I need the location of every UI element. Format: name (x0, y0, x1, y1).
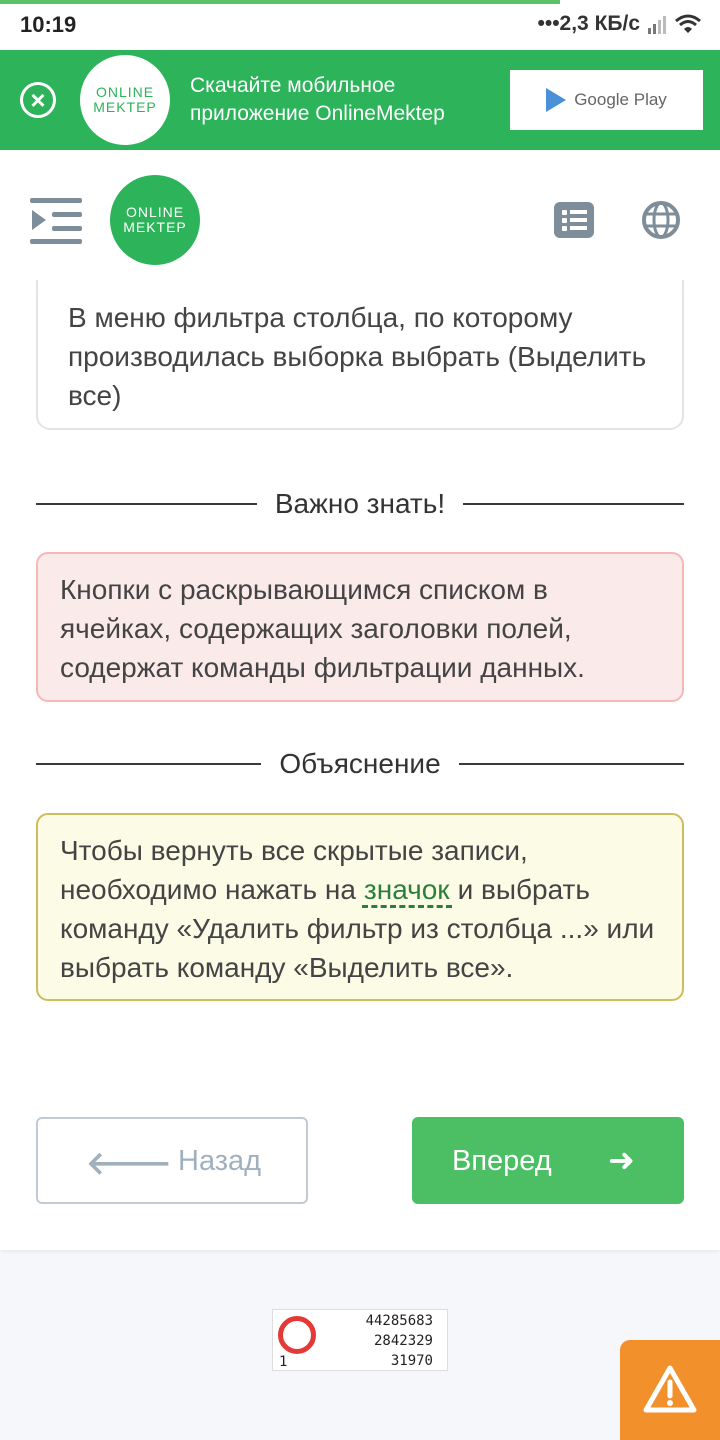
logo-text-line1: ONLINE (95, 84, 155, 100)
counter-label: 1 (279, 1354, 288, 1370)
arrow-left-icon: 🡐 (86, 1145, 172, 1181)
logo-text-line1: ONLINE (125, 204, 185, 220)
list-icon[interactable] (554, 202, 594, 238)
important-heading: Важно знать! (274, 488, 446, 519)
signal-icon (648, 14, 666, 34)
back-button-label: Назад (178, 1145, 262, 1177)
report-button[interactable] (620, 1340, 720, 1440)
network-speed: •••2,3 КБ/с (537, 12, 640, 35)
google-play-button[interactable] (510, 70, 703, 130)
answer-option[interactable]: В меню фильтра столбца, по которому производилась выборка выбрать (Выделить все) (36, 280, 684, 430)
arrow-right-icon: ➜ (608, 1142, 635, 1178)
banner-logo (80, 55, 170, 145)
globe-icon[interactable] (641, 200, 681, 240)
important-note: Кнопки с раскрывающимся списком в ячейках, содержащих заголовки полей, содержат команды фильтрации данных. (36, 552, 684, 702)
visit-counter[interactable] (272, 1309, 448, 1371)
back-button[interactable] (36, 1117, 308, 1204)
next-button[interactable] (412, 1117, 684, 1204)
warning-icon (620, 1340, 720, 1440)
app-download-banner (0, 50, 720, 150)
logo-text-line2: MEKTEP (123, 219, 187, 235)
google-play-icon (546, 88, 566, 112)
banner-text: Скачайте мобильное приложение OnlineMektep (190, 74, 445, 125)
site-logo[interactable] (110, 175, 200, 265)
counter-ring-icon (278, 1316, 316, 1354)
next-button-label: Вперед (452, 1145, 552, 1177)
google-play-label: Google Play (574, 90, 667, 109)
status-time: 10:19 (20, 12, 77, 37)
status-indicators (537, 12, 702, 36)
counter-value: 31970 (390, 1353, 433, 1369)
logo-text-line2: MEKTEP (93, 99, 157, 115)
wifi-icon (674, 13, 702, 35)
explanation-text-after: и выбрать команду «Удалить фильтр из столбца ...» или выбрать команду «Выделить все». (60, 874, 655, 983)
top-header (0, 150, 720, 290)
status-bar (0, 0, 720, 50)
hint-word-link[interactable]: значок (362, 874, 452, 908)
lesson-content (0, 290, 720, 1250)
menu-indent-icon[interactable] (30, 196, 82, 244)
page-load-progress (0, 0, 560, 4)
explanation-heading: Объяснение (279, 748, 441, 779)
close-icon[interactable]: × (20, 82, 56, 118)
important-divider (36, 484, 684, 524)
counter-value: 44285683 (365, 1313, 433, 1329)
counter-value: 2842329 (373, 1333, 433, 1349)
explanation-note (36, 813, 684, 1001)
explanation-text-before: Чтобы вернуть все скрытые записи, необходимо нажать на (60, 835, 528, 905)
explanation-divider (36, 744, 684, 784)
